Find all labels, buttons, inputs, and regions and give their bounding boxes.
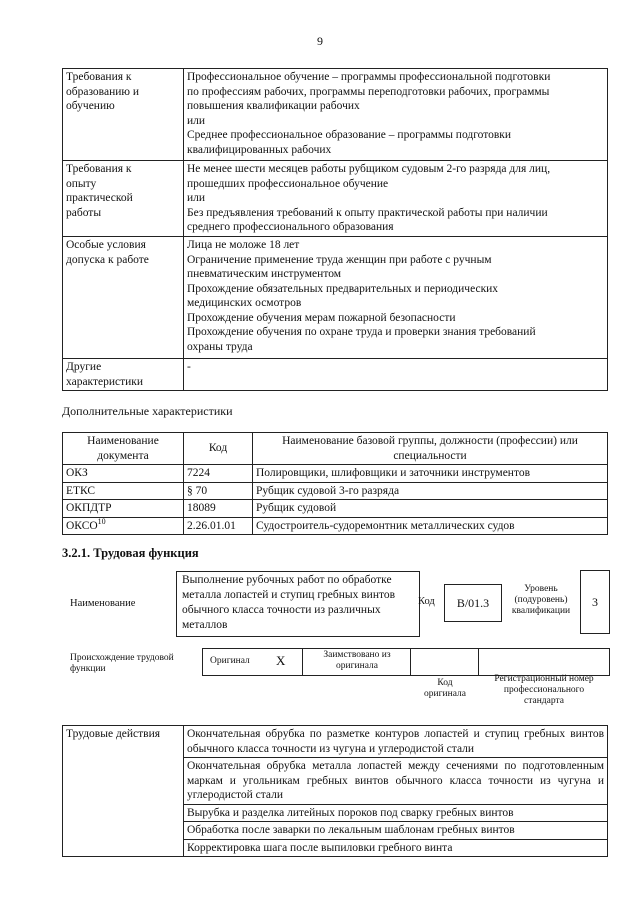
level-label: Уровень (подуровень) квалификации: [511, 584, 571, 616]
row-value: Не менее шести месяцев работы рубщиком судовым 2-го разряда для лиц, прошедших профессиональное обучение или Без предъявления требований к опыту практической работы при наличии среднего профессионального образования: [184, 161, 608, 237]
action-item: Обработка после заварки по лекальным шаблонам гребных винтов: [184, 822, 608, 840]
cell-document: ОКЗ: [63, 465, 184, 483]
cell-name: Полировщики, шлифовщики и заточники инструментов: [253, 465, 608, 483]
code-original-label: Код оригинала: [424, 678, 466, 699]
table-row: [63, 465, 608, 483]
cell-name: Рубщик судовой 3-го разряда: [253, 482, 608, 500]
function-heading: 3.2.1. Трудовая функция: [62, 546, 199, 560]
table-row: [63, 69, 608, 161]
header-code: Код: [184, 433, 253, 465]
table-row: [63, 359, 608, 391]
labor-actions-table: [62, 725, 608, 857]
cell-document: ЕТКС: [63, 482, 184, 500]
additional-table: [62, 432, 608, 535]
cell-code: 18089: [184, 500, 253, 518]
header-name: Наименование базовой группы, должности (профессии) или специальности: [253, 433, 608, 465]
row-label: Другие характеристики: [63, 359, 184, 391]
action-item: Корректировка шага после выпиловки гребного винта: [184, 839, 608, 857]
row-value: Лица не моложе 18 лет Ограничение применение труда женщин при работе с ручным пневматическим инструментом Прохождение обязательных предварительных и периодических медицинских осмотров Прохождение обучения мерам пожарной безопасности Прохождение обучения по охране труда и проверки знания требований охраны труда: [184, 237, 608, 359]
divider: [302, 648, 303, 675]
table-row: [63, 500, 608, 518]
table-row: [63, 482, 608, 500]
header-document: Наименование документа: [63, 433, 184, 465]
reg-number-label: Регистрационный номер профессионального стандарта: [494, 674, 594, 706]
additional-title: Дополнительные характеристики: [62, 404, 233, 418]
table-row: [63, 726, 608, 758]
code-value-box: B/01.3: [444, 584, 502, 622]
table-row: [63, 517, 608, 535]
cell-document: ОКСО$^{10}$: [63, 517, 184, 535]
borrowed-label: Заимствовано из оригинала: [323, 650, 391, 671]
cell-name: Судостроитель-судоремонтник металлических судов: [253, 517, 608, 535]
function-name-box: Выполнение рубочных работ по обработке металла лопастей и ступиц гребных винтов обычного класса точности из различных металлов: [176, 571, 420, 637]
action-item: Окончательная обрубка по разметке контуров лопастей и ступиц гребных винтов обычного класса точности из чугуна и углеродистой стали: [184, 726, 608, 758]
original-label: Оригинал: [210, 656, 250, 666]
actions-label: Трудовые действия: [63, 726, 184, 857]
divider: [410, 648, 411, 675]
name-label: Наименование: [70, 598, 136, 609]
row-value: Профессиональное обучение – программы профессиональной подготовки по профессиям рабочих, программы переподготовки рабочих, программы повышения квалификации рабочих или Среднее профессиональное образование – программы подготовки квалифицированных рабочих: [184, 69, 608, 161]
row-label: Требования к опыту практической работы: [63, 161, 184, 237]
table-row: [63, 161, 608, 237]
cell-code: 2.26.01.01: [184, 517, 253, 535]
page-number: 9: [317, 34, 323, 48]
cell-document: ОКПДТР: [63, 500, 184, 518]
row-label: Особые условия допуска к работе: [63, 237, 184, 359]
original-mark: X: [276, 653, 286, 668]
level-value-box: 3: [580, 570, 610, 634]
cell-code: § 70: [184, 482, 253, 500]
row-value: -: [184, 359, 608, 391]
cell-code: 7224: [184, 465, 253, 483]
requirements-table: [62, 68, 608, 391]
divider: [478, 648, 479, 675]
code-label: Код: [418, 596, 435, 607]
action-item: Вырубка и разделка литейных пороков под сварку гребных винтов: [184, 804, 608, 822]
action-item: Окончательная обрубка металла лопастей между сечениями по подготовленным маркам и угольникам гребных винтов обычного класса точности из чугуна и углеродистой стали: [184, 758, 608, 805]
cell-name: Рубщик судовой: [253, 500, 608, 518]
origin-box: [202, 648, 610, 676]
footnote-ref: 10: [97, 516, 106, 526]
origin-label: Происхождение трудовой функции: [70, 653, 174, 674]
table-row: [63, 237, 608, 359]
table-header-row: [63, 433, 608, 465]
row-label: Требования к образованию и обучению: [63, 69, 184, 161]
